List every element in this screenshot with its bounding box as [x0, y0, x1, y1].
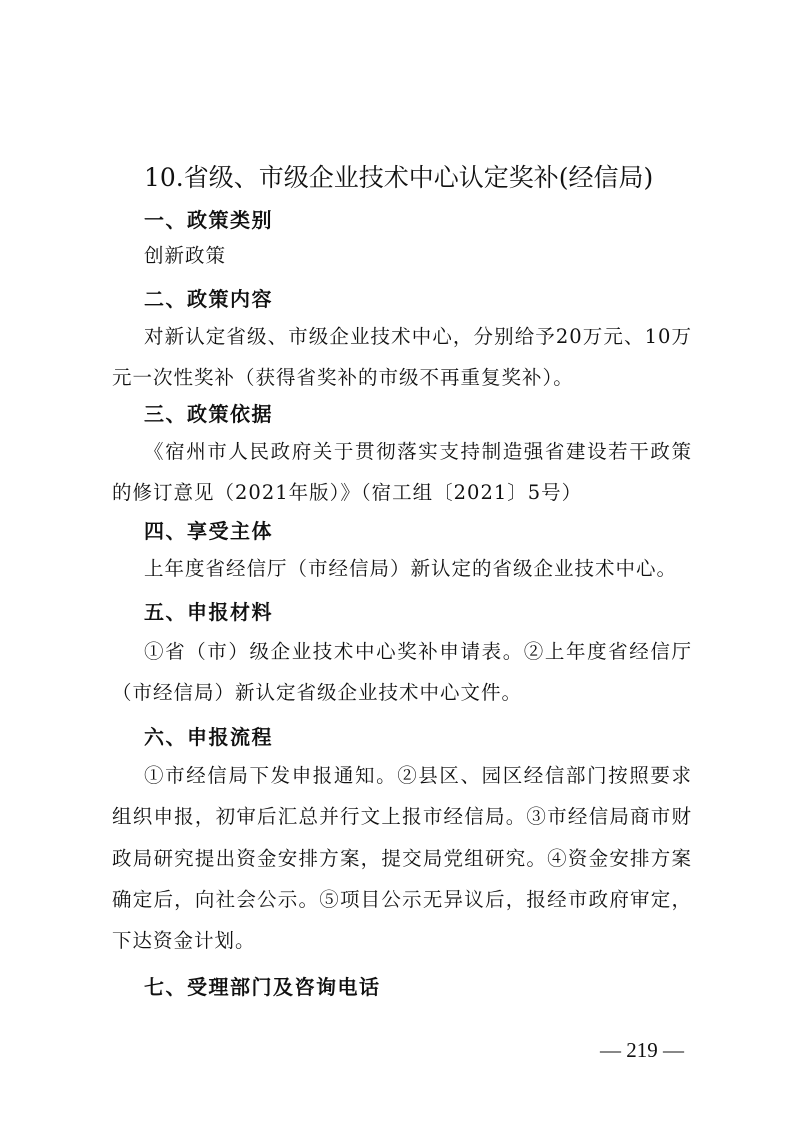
- section-heading-materials: 五、申报材料: [144, 600, 273, 624]
- section-body-process: ①市经信局下发申报通知。②县区、园区经信部门按照要求组织申报，初审后汇总并行文上报市经信局。③市经信局商市财政局研究提出资金安排方案，提交局党组研究。④资金安排方案确定后，向社会公示。⑤项目公示无异议后，报经市政府审定，下达资金计划。: [112, 764, 692, 953]
- section-heading-category: 一、政策类别: [144, 208, 273, 232]
- section-body-basis: 《宿州市人民政府关于贯彻落实支持制造强省建设若干政策的修订意见（2021年版）》（宿工组〔2021〕5号）: [112, 440, 692, 505]
- section-body-subject: 上年度省经信厅（市经信局）新认定的省级企业技术中心。: [144, 557, 678, 580]
- section-heading-subject: 四、享受主体: [144, 519, 273, 543]
- section-body-content: 对新认定省级、市级企业技术中心，分别给予20万元、10万元一次性奖补（获得省奖补的市级不再重复奖补）。: [112, 325, 692, 390]
- section-body-category: 创新政策: [144, 244, 227, 267]
- section-body-materials: ①省（市）级企业技术中心奖补申请表。②上年度省经信厅（市经信局）新认定省级企业技术中心文件。: [112, 640, 692, 705]
- page-title: 10.省级、市级企业技术中心认定奖补(经信局): [144, 163, 654, 192]
- page-number: — 219 —: [600, 1038, 684, 1062]
- section-heading-content: 二、政策内容: [144, 287, 273, 311]
- section-heading-basis: 三、政策依据: [144, 402, 273, 426]
- section-heading-contact: 七、受理部门及咨询电话: [144, 975, 381, 999]
- section-heading-process: 六、申报流程: [144, 725, 273, 749]
